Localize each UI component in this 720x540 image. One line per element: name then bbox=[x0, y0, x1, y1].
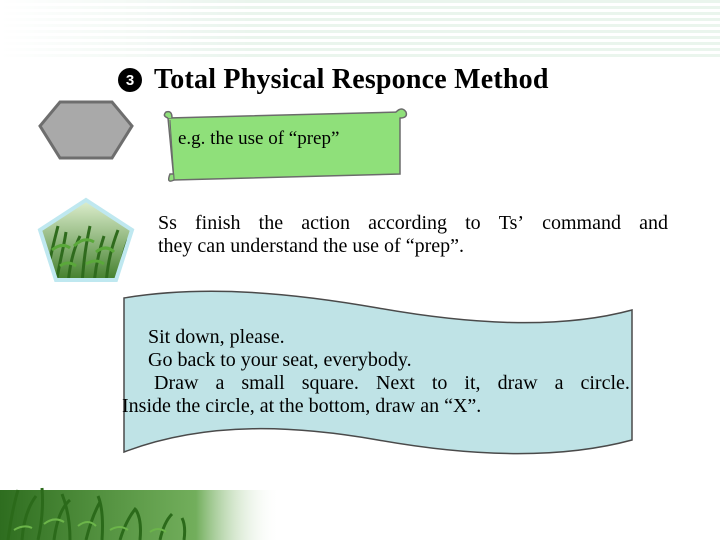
command-line-1: Sit down, please. bbox=[148, 326, 285, 348]
plant-pentagon-image bbox=[36, 196, 136, 284]
slide-title bbox=[118, 60, 549, 100]
description-word: finish bbox=[195, 212, 241, 234]
command-word: draw bbox=[497, 372, 538, 394]
command-word: square. bbox=[301, 372, 359, 394]
command-line-3 bbox=[122, 372, 630, 395]
command-word: Draw bbox=[154, 372, 199, 394]
description-word: according bbox=[368, 212, 448, 234]
description-paragraph bbox=[158, 212, 668, 258]
header-decoration-band bbox=[0, 0, 720, 58]
description-line-1 bbox=[158, 212, 668, 235]
command-word: a bbox=[215, 372, 225, 394]
command-list bbox=[122, 326, 630, 418]
command-word: small bbox=[241, 372, 285, 394]
command-word: circle. bbox=[580, 372, 630, 394]
title-number-badge: 3 bbox=[118, 68, 142, 92]
command-word: Next bbox=[375, 372, 415, 394]
gray-pentagon-shape bbox=[36, 96, 136, 162]
description-word: Ss bbox=[158, 212, 177, 234]
command-word: it, bbox=[464, 372, 481, 394]
grass-decoration bbox=[0, 460, 280, 540]
command-word: to bbox=[431, 372, 448, 394]
title-text: Total Physical Responce Method bbox=[154, 64, 549, 95]
example-text: e.g. the use of “prep” bbox=[178, 128, 340, 149]
description-word: the bbox=[258, 212, 284, 234]
description-word: to bbox=[465, 212, 481, 234]
description-word: action bbox=[301, 212, 351, 234]
command-line-4: Inside the circle, at the bottom, draw an “X”. bbox=[122, 395, 482, 417]
description-word: command bbox=[542, 212, 621, 234]
description-line-2: they can understand the use of “prep”. bbox=[158, 235, 464, 257]
description-word: Ts’ bbox=[498, 212, 525, 234]
command-line-2: Go back to your seat, everybody. bbox=[148, 349, 412, 371]
command-word: a bbox=[554, 372, 564, 394]
description-word: and bbox=[639, 212, 668, 234]
